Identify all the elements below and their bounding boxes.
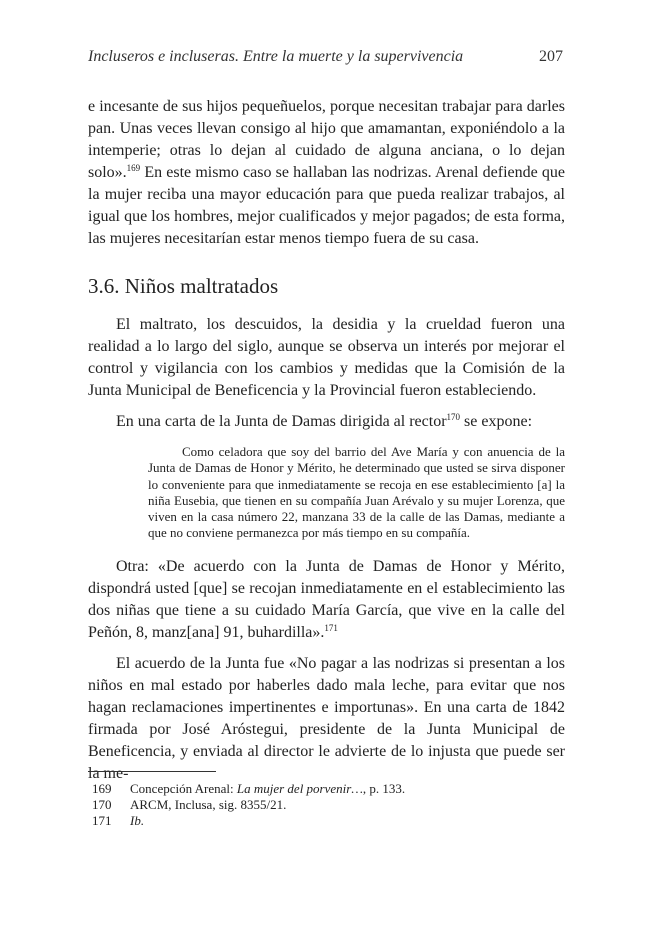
- paragraph-3-text-a: En una carta de la Junta de Damas dirigida al rector: [116, 413, 447, 430]
- footnote-number: 169: [92, 781, 112, 796]
- page-number: 207: [539, 48, 563, 65]
- footnotes: [92, 781, 562, 829]
- footnote-text-b: , p. 133.: [362, 781, 406, 796]
- footnote-ref-170: 170: [446, 412, 461, 422]
- paragraph-3-text-b: se expone:: [460, 413, 533, 430]
- footnote-text: [130, 797, 286, 813]
- block-quote: Como celadora que soy del barrio del Ave María y con anuencia de la Junta de Damas de Honor y Mérito, he determinado que usted se sirva disponer lo conveniente para que inmediatamente se recoja en ese establecimiento [a] la niña Eusebia, que tienen en su compañía Juan Arévalo y su mujer Lorenza, que viven en la casa número 22, manzana 33 de la calle de las Damas, mediante a que no conviene permanezca por más tiempo en su compañía.: [148, 444, 565, 541]
- running-title: Incluseros e incluseras. Entre la muerte y la supervivencia: [88, 48, 464, 65]
- main-text: [88, 96, 565, 785]
- paragraph-3: [88, 411, 565, 433]
- footnote-separator: [88, 771, 216, 772]
- section-heading: 3.6. Niños maltratados: [88, 274, 279, 298]
- footnote-169: [92, 781, 562, 797]
- paragraph-1-text-b: En este mismo caso se hallaban las nodrizas. Arenal defiende que la mujer reciba una mayor educación para que pueda realizar trabajos, al igual que los hombres, mejor cualificados y mejor pagados; de esta forma, las mujeres necesitarían estar menos tiempo fuera de su casa.: [88, 164, 565, 247]
- footnote-ref-171: 171: [324, 622, 338, 633]
- footnote-ref-169: 169: [126, 163, 141, 173]
- footnote-text: [130, 813, 144, 829]
- footnote-text-italic: La mujer del porvenir…: [236, 781, 363, 796]
- footnote-text-italic: Ib.: [130, 813, 145, 828]
- footnote-171: [92, 813, 562, 829]
- paragraph-5: El acuerdo de la Junta fue «No pagar a las nodrizas si presentan a los niños en mal estado por haberles dado mala leche, para evitar que nos hagan reclamaciones impertinentes e importunas». En una carta de 1842 firmada por José Aróstegui, presidente de la Junta Municipal de Beneficencia, y enviada al director le advierte de lo injusta que puede ser la me-: [88, 654, 565, 782]
- paragraph-4: [88, 556, 565, 644]
- footnote-text-a: ARCM, Inclusa, sig. 8355/21.: [130, 797, 287, 812]
- paragraph-4-text: Otra: «De acuerdo con la Junta de Damas de Honor y Mérito, dispondrá usted [que] se recojan inmediatamente en el establecimiento las dos niñas que tiene a su cuidado María García, que vive en la calle del Peñón, 8, manz[ana] 91, buhardilla».: [88, 557, 565, 641]
- running-header: [88, 48, 563, 72]
- paragraph-1-text-a: e incesante de sus hijos pequeñuelos, porque necesitan trabajar para darles pan. Unas veces llevan consigo al hijo que amamantan, exponiéndolo a la intemperie; otras lo dejan al cuidado de alguna anciana, o lo dejan solo».: [88, 98, 565, 181]
- footnote-number: 170: [92, 797, 112, 812]
- footnote-text: [130, 781, 405, 797]
- paragraph-2: El maltrato, los descuidos, la desidia y la crueldad fueron una realidad a lo largo del siglo, aunque se observa un interés por mejorar el control y vigilancia con los cambios y medidas que la Comisión de la Junta Municipal de Beneficencia y la Provincial fueron estableciendo.: [88, 316, 565, 399]
- paragraph-1: [88, 96, 565, 250]
- footnote-number: 171: [92, 813, 112, 828]
- footnote-170: [92, 797, 562, 813]
- footnote-text-a: Concepción Arenal:: [130, 781, 237, 796]
